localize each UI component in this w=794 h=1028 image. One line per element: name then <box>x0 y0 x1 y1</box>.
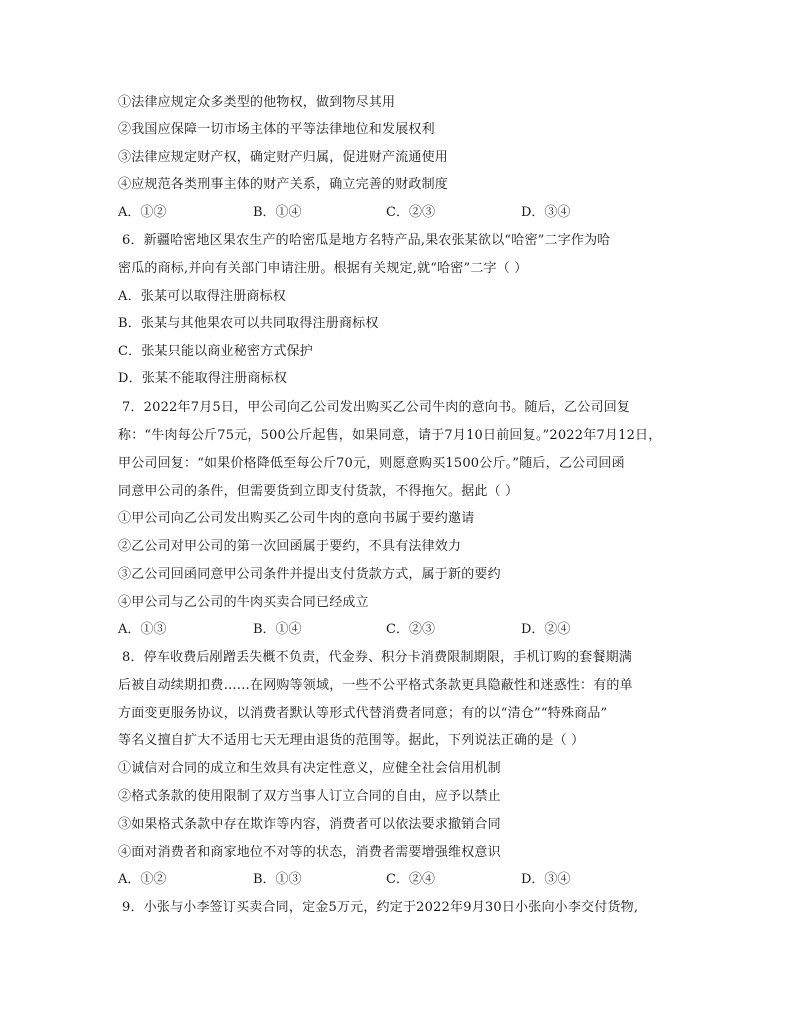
q7-statement-2: ②乙公司对甲公司的第一次回函属于要约，不具有法律效力 <box>118 539 462 554</box>
q7-statement-1: ①甲公司向乙公司发出购买乙公司牛肉的意向书属于要约邀请 <box>118 511 475 526</box>
q5-statement-3: ③法律应规定财产权，确定财产归属，促进财产流通使用 <box>118 150 449 165</box>
q5-statement-2: ②我国应保障一切市场主体的平等法律地位和发展权利 <box>118 122 435 137</box>
q6-stem-line-2: 密瓜的商标,并向有关部门申请注册。根据有关规定,就“哈密”二字（ ） <box>118 261 528 276</box>
q7-statement-4: ④甲公司与乙公司的牛肉买卖合同已经成立 <box>118 595 369 610</box>
q7-option-a: A．①③ <box>118 622 167 637</box>
q8-option-d: D．③④ <box>521 872 571 887</box>
q7-stem-line-4: 同意甲公司的条件，但需要货到立即支付货款，不得拖欠。据此（ ） <box>118 484 519 499</box>
q5-statement-1: ①法律应规定众多类型的他物权，做到物尽其用 <box>118 95 396 110</box>
q8-stem-line-3: 方面变更服务协议，以消费者默认等形式代替消费者同意；有的以“清仓”“特殊商品” <box>118 706 608 721</box>
q5-options <box>118 203 678 223</box>
q8-statement-3: ③如果格式条款中存在欺诈等内容，消费者可以依法要求撤销合同 <box>118 817 501 832</box>
q5-option-a: A．①② <box>118 205 167 220</box>
q7-options <box>118 620 678 640</box>
q8-statement-1: ①诚信对合同的成立和生效具有决定性意义，应健全社会信用机制 <box>118 761 501 776</box>
q5-option-c: C．②③ <box>386 205 435 220</box>
q8-options <box>118 870 678 890</box>
q6-option-d: D．张某不能取得注册商标权 <box>118 371 288 386</box>
q7-option-b: B．①④ <box>253 622 302 637</box>
q8-statement-4: ④面对消费者和商家地位不对等的状态，消费者需要增强维权意识 <box>118 845 501 860</box>
q6-option-a: A．张某可以取得注册商标权 <box>118 289 286 304</box>
q7-statement-3: ③乙公司回函同意甲公司条件并提出支付货款方式，属于新的要约 <box>118 567 501 582</box>
q9-stem-line-1: 9．小张与小李签订买卖合同，定金5万元，约定于2022年9月30日小张向小李交付货物, <box>122 900 639 915</box>
q7-stem-line-3: 甲公司回复：“如果价格降低至每公斤70元，则愿意购买1500公斤。”随后，乙公司回函 <box>118 456 625 471</box>
q8-stem-line-1: 8．停车收费后剐蹭丢失概不负责，代金券、积分卡消费限制期限，手机订购的套餐期满 <box>122 650 633 665</box>
q6-option-b: B．张某与其他果农可以共同取得注册商标权 <box>118 316 379 331</box>
q7-stem-line-1: 7．2022年7月5日，甲公司向乙公司发出购买乙公司牛肉的意向书。随后，乙公司回复 <box>122 400 631 415</box>
q8-stem-line-4: 等名义擅自扩大不适用七天无理由退货的范围等。据此，下列说法正确的是（ ） <box>118 733 585 748</box>
q6-option-c: C．张某只能以商业秘密方式保护 <box>118 344 313 359</box>
q6-stem-line-1: 6．新疆哈密地区果农生产的哈密瓜是地方名特产品,果农张某欲以“哈密”二字作为哈 <box>122 233 611 248</box>
q7-stem-line-2: 称：“牛肉每公斤75元，500公斤起售，如果同意，请于7月10日前回复。”2022年7月12日， <box>118 428 662 443</box>
q8-stem-line-2: 后被自动续期扣费……在网购等领域，一些不公平格式条款更具隐蔽性和迷惑性：有的单 <box>118 678 633 693</box>
q5-statement-4: ④应规范各类刑事主体的财产关系，确立完善的财政制度 <box>118 177 449 192</box>
q7-option-c: C．②③ <box>386 622 435 637</box>
q8-option-a: A．①② <box>118 872 167 887</box>
q5-option-b: B．①④ <box>253 205 302 220</box>
q8-option-c: C．②④ <box>386 872 435 887</box>
q5-option-d: D．③④ <box>521 205 571 220</box>
q8-option-b: B．①③ <box>253 872 302 887</box>
q7-option-d: D．②④ <box>521 622 571 637</box>
q8-statement-2: ②格式条款的使用限制了双方当事人订立合同的自由，应予以禁止 <box>118 789 501 804</box>
